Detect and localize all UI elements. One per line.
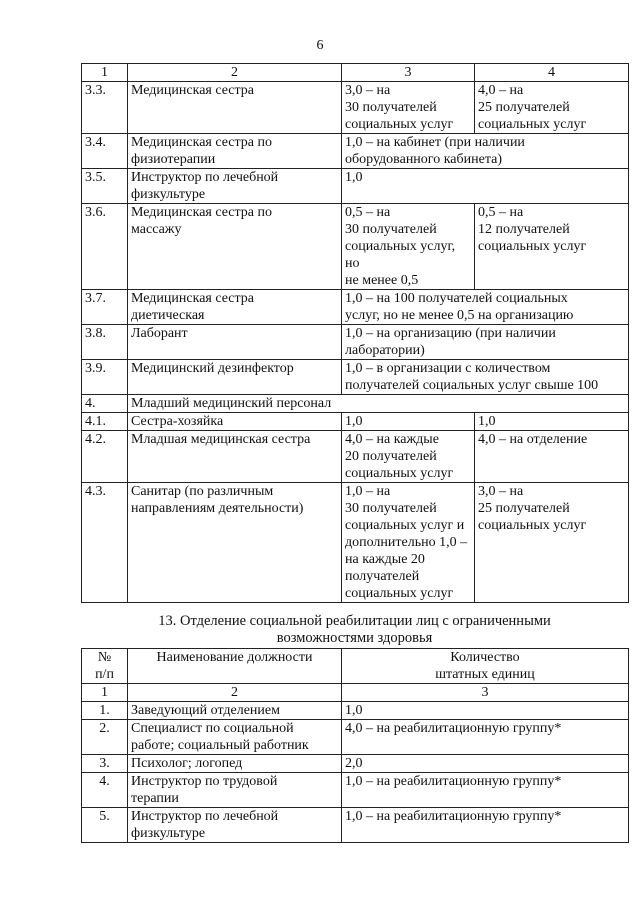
- row-number: 3.7.: [82, 290, 128, 325]
- staff-count: 1,0: [342, 702, 629, 720]
- row-number: 4.: [82, 395, 128, 413]
- staff-count: 1,0: [475, 413, 629, 431]
- table-row: [82, 169, 629, 204]
- col-header-quantity: Количество штатных единиц: [342, 649, 629, 684]
- table-row: [82, 134, 629, 169]
- staff-count: 1,0 – в организации с количеством получателей социальных услуг свыше 100: [342, 360, 629, 395]
- position-name: Медицинская сестра диетическая: [128, 290, 342, 325]
- row-number: 3.6.: [82, 204, 128, 290]
- table-row: [82, 413, 629, 431]
- staff-count: 4,0 – на реабилитационную группу*: [342, 720, 629, 755]
- col-header: 4: [475, 64, 629, 82]
- section-heading: Младший медицинский персонал: [128, 395, 629, 413]
- table-index-row: [82, 684, 629, 702]
- row-number: 2.: [82, 720, 128, 755]
- table-row: [82, 720, 629, 755]
- staff-count: 1,0 – на 100 получателей социальных услуг, но не менее 0,5 на организацию: [342, 290, 629, 325]
- page-number: 6: [316, 38, 324, 53]
- position-name: Сестра-хозяйка: [128, 413, 342, 431]
- staff-count: 0,5 – на 12 получателей социальных услуг: [475, 204, 629, 290]
- row-number: 3.5.: [82, 169, 128, 204]
- table-row: [82, 773, 629, 808]
- staff-count: 4,0 – на каждые 20 получателей социальных услуг: [342, 431, 475, 483]
- staff-count: 1,0: [342, 413, 475, 431]
- staff-count: 4,0 – на 25 получателей социальных услуг: [475, 82, 629, 134]
- row-number: 4.: [82, 773, 128, 808]
- staff-table-continued: [81, 63, 629, 603]
- row-number: 4.2.: [82, 431, 128, 483]
- row-number: 4.3.: [82, 483, 128, 603]
- col-header: 1: [82, 64, 128, 82]
- table-section-row: [82, 395, 629, 413]
- staff-count: 1,0 – на реабилитационную группу*: [342, 773, 629, 808]
- table-row: [82, 483, 629, 603]
- staff-count: 4,0 – на отделение: [475, 431, 629, 483]
- table-row: [82, 755, 629, 773]
- rehab-staff-table: [81, 648, 629, 843]
- table-row: [82, 325, 629, 360]
- position-name: Инструктор по трудовой терапии: [128, 773, 342, 808]
- col-header: 2: [128, 64, 342, 82]
- staff-count: 3,0 – на 30 получателей социальных услуг: [342, 82, 475, 134]
- position-name: Инструктор по лечебной физкультуре: [128, 169, 342, 204]
- position-name: Лаборант: [128, 325, 342, 360]
- table-row: [82, 204, 629, 290]
- table-header-row: [82, 649, 629, 684]
- position-name: Заведующий отделением: [128, 702, 342, 720]
- row-number: 3.4.: [82, 134, 128, 169]
- col-index: 3: [342, 684, 629, 702]
- table-row: [82, 808, 629, 843]
- row-number: 3.3.: [82, 82, 128, 134]
- col-header-number: № п/п: [82, 649, 128, 684]
- section-title: 13. Отделение социальной реабилитации лиц с ограниченными возможностями здоровья: [158, 613, 551, 646]
- position-name: Санитар (по различным направлениям деятельности): [128, 483, 342, 603]
- table-row: [82, 431, 629, 483]
- row-number: 1.: [82, 702, 128, 720]
- table-row: [82, 290, 629, 325]
- staff-count: 2,0: [342, 755, 629, 773]
- row-number: 4.1.: [82, 413, 128, 431]
- position-name: Медицинская сестра по массажу: [128, 204, 342, 290]
- position-name: Психолог; логопед: [128, 755, 342, 773]
- staff-count: 1,0 – на 30 получателей социальных услуг и дополнительно 1,0 – на каждые 20 получателей социальных услуг: [342, 483, 475, 603]
- col-header-position: Наименование должности: [128, 649, 342, 684]
- table-row: [82, 702, 629, 720]
- col-header: 3: [342, 64, 475, 82]
- staff-count: 1,0 – на организацию (при наличии лаборатории): [342, 325, 629, 360]
- staff-count: 3,0 – на 25 получателей социальных услуг: [475, 483, 629, 603]
- position-name: Медицинская сестра: [128, 82, 342, 134]
- row-number: 3.9.: [82, 360, 128, 395]
- table-row: [82, 360, 629, 395]
- table-header-row: [82, 64, 629, 82]
- row-number: 3.: [82, 755, 128, 773]
- table-row: [82, 82, 629, 134]
- staff-count: 1,0 – на реабилитационную группу*: [342, 808, 629, 843]
- staff-count: 1,0 – на кабинет (при наличии оборудованного кабинета): [342, 134, 629, 169]
- position-name: Инструктор по лечебной физкультуре: [128, 808, 342, 843]
- position-name: Медицинская сестра по физиотерапии: [128, 134, 342, 169]
- position-name: Младшая медицинская сестра: [128, 431, 342, 483]
- row-number: 5.: [82, 808, 128, 843]
- position-name: Медицинский дезинфектор: [128, 360, 342, 395]
- col-index: 2: [128, 684, 342, 702]
- col-index: 1: [82, 684, 128, 702]
- staff-count: 0,5 – на 30 получателей социальных услуг, но не менее 0,5: [342, 204, 475, 290]
- position-name: Специалист по социальной работе; социальный работник: [128, 720, 342, 755]
- staff-count: 1,0: [342, 169, 629, 204]
- row-number: 3.8.: [82, 325, 128, 360]
